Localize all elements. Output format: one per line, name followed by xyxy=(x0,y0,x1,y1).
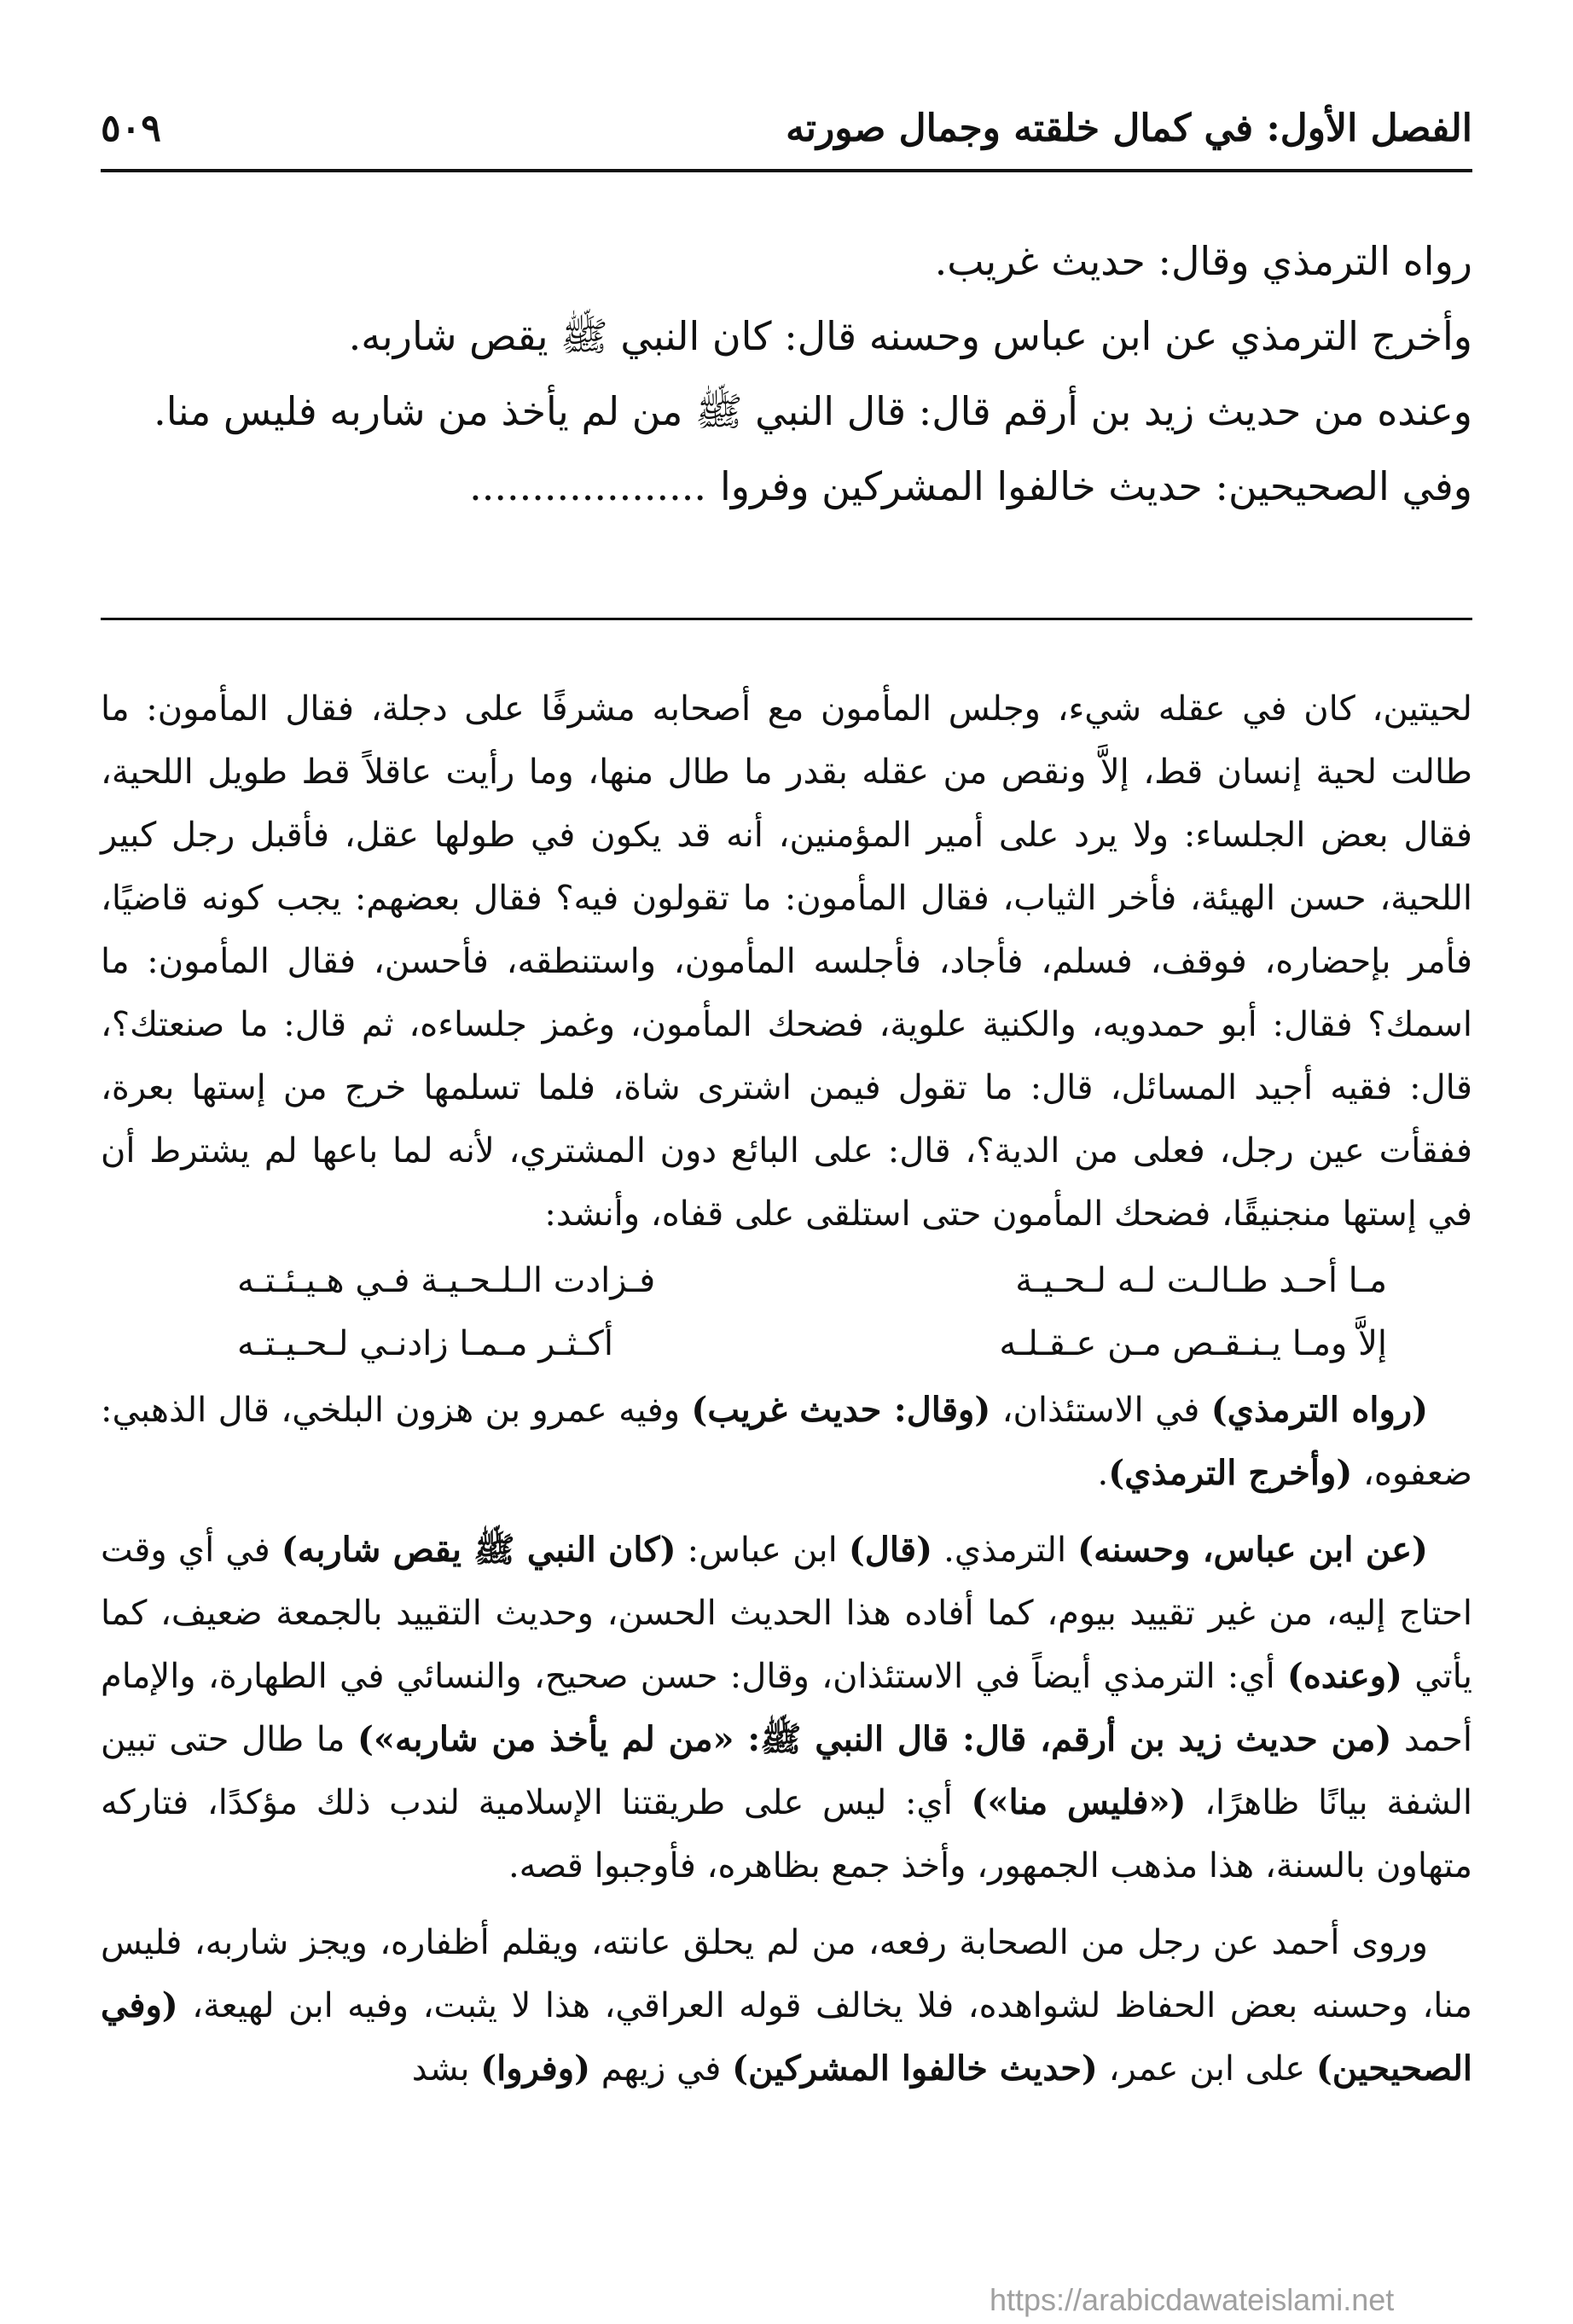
matn-line-text: وفي الصحيحين: حديث خالفوا المشركين وفروا xyxy=(719,463,1472,509)
commentary-run: . xyxy=(1097,1454,1109,1493)
commentary-paragraph xyxy=(101,1519,1472,1897)
header-rule xyxy=(101,169,1472,172)
commentary-run: وروى أحمد عن رجل من الصحابة رفعه، من لم يحلق عانته، ويقلم أظفاره، ويجز شاربه، فليس منا، وحسنه بعض الحفاظ لشواهده، فلا يخالف قوله العراقي، هذا لا يثبت، وفيه ابن لهيعة، xyxy=(101,1923,1472,2025)
commentary-run: ابن عباس: xyxy=(676,1531,849,1570)
commentary-paragraph xyxy=(101,1911,1472,2100)
matn-line: رواه الترمذي وقال: حديث غريب. xyxy=(934,238,1472,284)
quoted-matn: (كان النبي ﷺ يقص شاربه) xyxy=(281,1530,676,1570)
commentary-run: الترمذي. xyxy=(932,1531,1078,1570)
quoted-matn: (وأخرج الترمذي) xyxy=(1108,1453,1353,1493)
commentary-text xyxy=(101,677,1472,2100)
commentary-run: بشد xyxy=(411,2049,481,2089)
commentary-run: في الاستئذان، xyxy=(990,1391,1211,1430)
site-watermark: https://arabicdawateislami.net xyxy=(990,2282,1395,2317)
matn-line: وعنده من حديث زيد بن أرقم قال: قال النبي ﷺ من لم يأخذ من شاربه فليس منا. xyxy=(154,388,1472,434)
quoted-matn: (قال) xyxy=(848,1530,933,1570)
page-number: ٥٠٩ xyxy=(101,106,161,150)
section-divider xyxy=(101,618,1472,620)
verse-hemistich: مـا أحـد طـالـت لـه لـحـيـة xyxy=(1015,1261,1387,1300)
verse-hemistich: فـزادت الـلـحـيـة فـي هـيـئـتـه xyxy=(237,1261,656,1300)
chapter-title: الفصل الأول: في كمال خلقته وجمال صورته xyxy=(786,106,1472,150)
poem-verses xyxy=(101,1249,1472,1375)
quoted-matn: (عن ابن عباس، وحسنه) xyxy=(1077,1530,1428,1570)
poem-verse xyxy=(101,1249,1472,1312)
commentary-paragraph xyxy=(101,1379,1472,1505)
commentary-run: في زيهم xyxy=(590,2049,733,2089)
matn-line: وأخرج الترمذي عن ابن عباس وحسنه قال: كان النبي ﷺ يقص شاربه. xyxy=(348,313,1472,359)
matn-line xyxy=(101,449,1472,524)
commentary-run: على ابن عمر، xyxy=(1097,2049,1316,2089)
matn-ellipsis: ................... xyxy=(469,463,706,509)
commentary-run: في أي وقت احتاج إليه، من غير تقييد بيوم، كما أفاده هذا الحديث الحسن، وحديث التقييد بالجمعة ضعيف، كما يأتي xyxy=(101,1531,1472,1696)
quoted-matn: («فليس منا») xyxy=(971,1782,1187,1822)
quoted-matn: (وفروا) xyxy=(480,2048,591,2089)
quoted-matn: (حديث خالفوا المشركين) xyxy=(732,2048,1098,2089)
verse-hemistich: أكـثـر مـمـا زادنـي لـحـيـتـه xyxy=(237,1324,613,1363)
poem-verse xyxy=(101,1312,1472,1375)
commentary-paragraph: لحيتين، كان في عقله شيء، وجلس المأمون مع أصحابه مشرفًا على دجلة، فقال المأمون: ما طالت لحية إنسان قط، إلاَّ ونقص من عقله بقدر ما طال منها، وما رأيت عاقلاً قط طويل اللحية، فقال بعض الجلساء: ولا يرد على أمير المؤمنين، أنه قد يكون في طولها عقل، فأقبل رجل كبير اللحية، حسن الهيئة، فأخر الثياب، فقال المأمون: ما تقولون فيه؟ فقال بعضهم: يجب كونه قاضيًا، فأمر بإحضاره، فوقف، فسلم، فأجاد، فأجلسه المأمون، واستنطقه، فأحسن، فقال المأمون: ما اسمك؟ فقال: أبو حمدويه، والكنية علوية، فضحك المأمون، وغمز جلساءه، ثم قال: ما صنعتك؟، قال: فقيه أجيد المسائل، قال: ما تقول فيمن اشترى شاة، فلما تسلمها خرج من إستها بعرة، ففقأت عين رجل، فعلى من الدية؟، قال: على البائع دون المشتري، لأنه لما باعها لم يشترط أن في إستها منجنيقًا، فضحك المأمون حتى استلقى على قفاه، وأنشد: xyxy=(101,689,1472,1234)
quoted-matn: (وعنده) xyxy=(1286,1656,1402,1696)
quoted-matn: (رواه الترمذي) xyxy=(1210,1390,1428,1430)
matn-text xyxy=(101,224,1472,524)
commentary-run: وفيه عمرو بن هزون البلخي، قال الذهبي: ضعفوه، xyxy=(101,1391,1472,1493)
quoted-matn: (وفي الصحيحين) xyxy=(101,1985,1472,2089)
quoted-matn: (وقال: حديث غريب) xyxy=(691,1390,991,1430)
quoted-matn: (من حديث زيد بن أرقم، قال: قال النبي ﷺ: «من لم يأخذ من شاربه») xyxy=(357,1719,1392,1759)
commentary-run: أي: الترمذي أيضاً في الاستئذان، وقال: حسن صحيح، والنسائي في الطهارة، والإمام أحمد xyxy=(101,1657,1472,1759)
page-header xyxy=(101,94,1472,162)
commentary-run: ما طال حتى تبين الشفة بيانًا ظاهرًا، xyxy=(101,1720,1473,1822)
verse-hemistich: إلاَّ ومـا يـنـقـص مـن عـقـلـه xyxy=(999,1324,1387,1363)
commentary-run: أي: ليس على طريقتنا الإسلامية لندب ذلك مؤكدًا، فتاركه متهاون بالسنة، هذا مذهب الجمهور، وأخذ جمع بظاهره، فأوجبوا قصه. xyxy=(101,1783,1472,1885)
